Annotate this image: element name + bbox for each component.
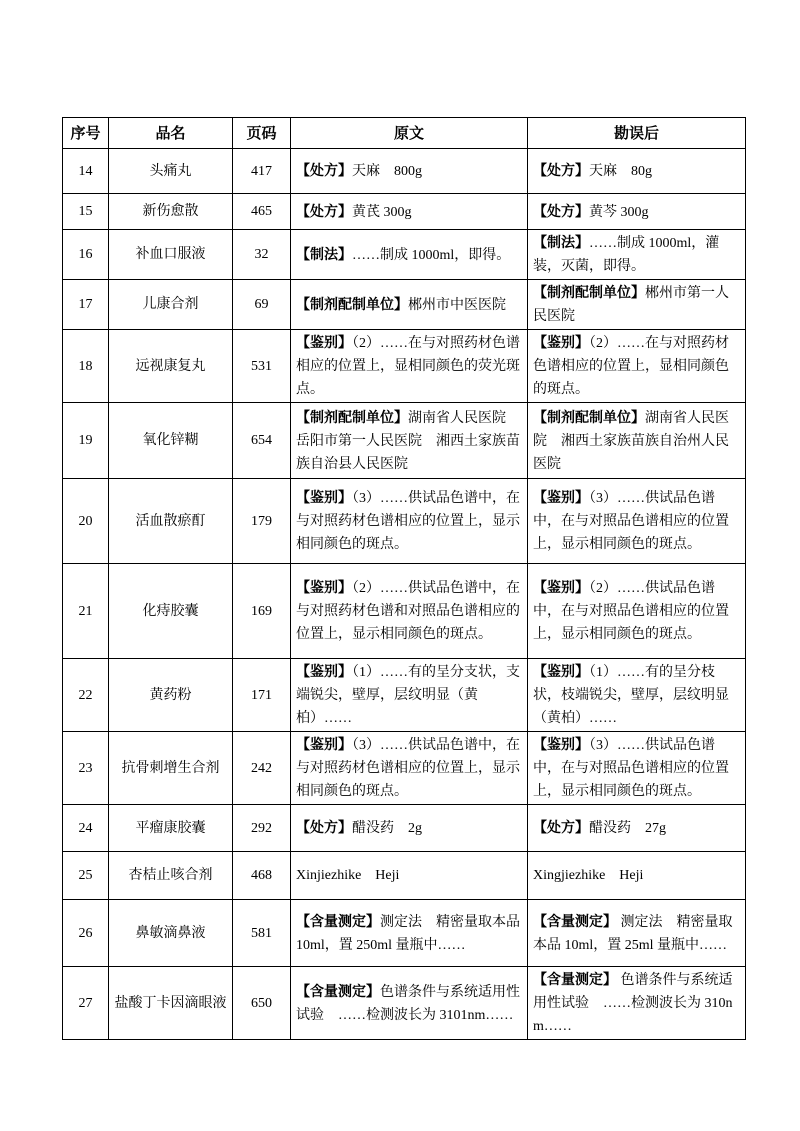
cell-corrected: 【制法】……制成 1000ml，灌装，灭菌，即得。: [528, 230, 746, 280]
header-row: [63, 118, 746, 149]
header-corrected: 勘误后: [528, 118, 746, 149]
cell-product-name: 活血散瘀酊: [109, 479, 233, 564]
cell-corrected: 【鉴别】（2）……供试品色谱中，在与对照品色谱相应的位置上，显示相同颜色的斑点。: [528, 564, 746, 659]
table-row: [63, 659, 746, 732]
cell-page: 417: [233, 149, 291, 194]
cell-seq: 23: [63, 732, 109, 805]
cell-corrected: 【鉴别】（2）……在与对照药材色谱相应的位置上，显相同颜色的斑点。: [528, 330, 746, 403]
cell-seq: 17: [63, 280, 109, 330]
table-row: [63, 805, 746, 852]
cell-product-name: 抗骨刺增生合剂: [109, 732, 233, 805]
cell-seq: 25: [63, 852, 109, 900]
header-seq: 序号: [63, 118, 109, 149]
cell-product-name: 鼻敏滴鼻液: [109, 900, 233, 967]
cell-seq: 21: [63, 564, 109, 659]
cell-product-name: 补血口服液: [109, 230, 233, 280]
table-row: [63, 330, 746, 403]
cell-corrected: 【含量测定】 色谱条件与系统适用性试验 ……检测波长为 310nm……: [528, 967, 746, 1040]
table-row: [63, 900, 746, 967]
cell-page: 292: [233, 805, 291, 852]
cell-corrected: 【制剂配制单位】郴州市第一人民医院: [528, 280, 746, 330]
cell-original: Xinjiezhike Heji: [291, 852, 528, 900]
cell-corrected: 【鉴别】（3）……供试品色谱中，在与对照品色谱相应的位置上，显示相同颜色的斑点。: [528, 479, 746, 564]
cell-page: 465: [233, 194, 291, 230]
table-row: [63, 194, 746, 230]
cell-corrected: 【处方】天麻 80g: [528, 149, 746, 194]
table-row: [63, 852, 746, 900]
header-product-name: 品名: [109, 118, 233, 149]
cell-original: 【处方】醋没药 2g: [291, 805, 528, 852]
cell-product-name: 盐酸丁卡因滴眼液: [109, 967, 233, 1040]
cell-original: 【制法】……制成 1000ml，即得。: [291, 230, 528, 280]
cell-product-name: 杏桔止咳合剂: [109, 852, 233, 900]
cell-page: 171: [233, 659, 291, 732]
cell-original: 【处方】黄芪 300g: [291, 194, 528, 230]
table-row: [63, 967, 746, 1040]
table-row: [63, 280, 746, 330]
errata-table-body: [63, 149, 746, 1040]
cell-product-name: 新伤愈散: [109, 194, 233, 230]
cell-product-name: 化痔胶囊: [109, 564, 233, 659]
cell-page: 69: [233, 280, 291, 330]
cell-page: 32: [233, 230, 291, 280]
cell-corrected: 【鉴别】（1）……有的呈分枝状，枝端锐尖，壁厚，层纹明显（黄柏）……: [528, 659, 746, 732]
cell-corrected: 【鉴别】（3）……供试品色谱中，在与对照品色谱相应的位置上，显示相同颜色的斑点。: [528, 732, 746, 805]
table-row: [63, 403, 746, 479]
cell-seq: 22: [63, 659, 109, 732]
cell-product-name: 远视康复丸: [109, 330, 233, 403]
cell-original: 【鉴别】（2）……供试品色谱中，在与对照药材色谱和对照品色谱相应的位置上，显示相同颜色的斑点。: [291, 564, 528, 659]
cell-page: 468: [233, 852, 291, 900]
cell-original: 【处方】天麻 800g: [291, 149, 528, 194]
cell-original: 【制剂配制单位】湖南省人民医院 岳阳市第一人民医院 湘西土家族苗族自治县人民医院: [291, 403, 528, 479]
cell-corrected: Xingjiezhike Heji: [528, 852, 746, 900]
cell-page: 531: [233, 330, 291, 403]
cell-seq: 14: [63, 149, 109, 194]
header-original: 原文: [291, 118, 528, 149]
cell-product-name: 黄药粉: [109, 659, 233, 732]
header-page: 页码: [233, 118, 291, 149]
cell-corrected: 【处方】醋没药 27g: [528, 805, 746, 852]
cell-original: 【含量测定】测定法 精密量取本品 10ml，置 250ml 量瓶中……: [291, 900, 528, 967]
cell-seq: 27: [63, 967, 109, 1040]
cell-corrected: 【处方】黄芩 300g: [528, 194, 746, 230]
table-row: [63, 479, 746, 564]
cell-seq: 18: [63, 330, 109, 403]
cell-page: 179: [233, 479, 291, 564]
cell-original: 【鉴别】（3）……供试品色谱中，在与对照药材色谱相应的位置上，显示相同颜色的斑点。: [291, 479, 528, 564]
cell-corrected: 【含量测定】 测定法 精密量取本品 10ml，置 25ml 量瓶中……: [528, 900, 746, 967]
cell-corrected: 【制剂配制单位】湖南省人民医院 湘西土家族苗族自治州人民医院: [528, 403, 746, 479]
cell-original: 【鉴别】（3）……供试品色谱中，在与对照药材色谱相应的位置上，显示相同颜色的斑点。: [291, 732, 528, 805]
cell-page: 242: [233, 732, 291, 805]
cell-seq: 15: [63, 194, 109, 230]
table-row: [63, 564, 746, 659]
errata-table: [62, 117, 746, 1040]
cell-seq: 20: [63, 479, 109, 564]
cell-seq: 16: [63, 230, 109, 280]
cell-original: 【鉴别】（1）……有的呈分支状，支端锐尖，壁厚，层纹明显（黄柏）……: [291, 659, 528, 732]
cell-product-name: 儿康合剂: [109, 280, 233, 330]
cell-seq: 26: [63, 900, 109, 967]
table-row: [63, 149, 746, 194]
cell-original: 【鉴别】（2）……在与对照药材色谱相应的位置上，显相同颜色的荧光斑点。: [291, 330, 528, 403]
cell-page: 650: [233, 967, 291, 1040]
table-row: [63, 732, 746, 805]
cell-original: 【含量测定】色谱条件与系统适用性试验 ……检测波长为 3101nm……: [291, 967, 528, 1040]
cell-page: 581: [233, 900, 291, 967]
table-row: [63, 230, 746, 280]
cell-product-name: 平瘤康胶囊: [109, 805, 233, 852]
cell-page: 654: [233, 403, 291, 479]
cell-seq: 19: [63, 403, 109, 479]
cell-page: 169: [233, 564, 291, 659]
cell-original: 【制剂配制单位】郴州市中医医院: [291, 280, 528, 330]
cell-product-name: 头痛丸: [109, 149, 233, 194]
cell-seq: 24: [63, 805, 109, 852]
cell-product-name: 氧化锌糊: [109, 403, 233, 479]
